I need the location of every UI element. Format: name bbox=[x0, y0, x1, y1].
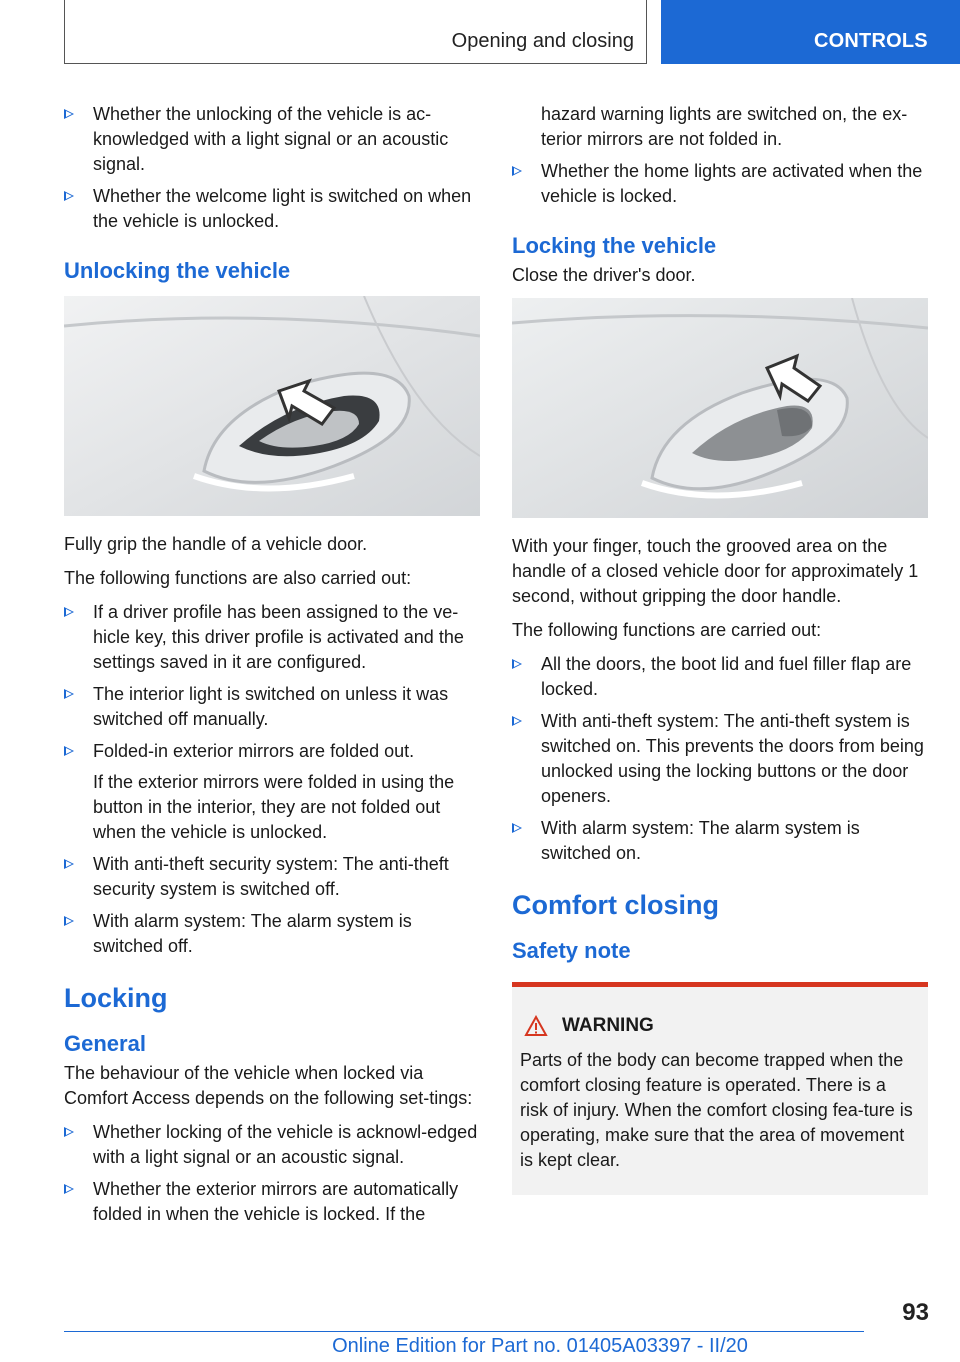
list-item: If a driver profile has been assigned to the ve-hicle key, this driver profile is activated and the settings saved in it are configured. bbox=[64, 600, 480, 675]
page-number: 93 bbox=[902, 1299, 929, 1326]
triangle-bullet-icon bbox=[512, 166, 522, 176]
triangle-bullet-icon bbox=[64, 607, 74, 617]
warning-text: Parts of the body can become trapped when the comfort closing feature is operated. There is a risk of injury. When the comfort closing fea-ture is operating, make sure that the area of movement is kept clear. bbox=[520, 1050, 913, 1170]
list-item: Whether the unlocking of the vehicle is ac-knowledged with a light signal or an acoustic signal. bbox=[64, 102, 480, 177]
list-item: With alarm system: The alarm system is switched on. bbox=[512, 816, 928, 866]
unlock-bullet-list bbox=[64, 600, 480, 959]
continued-bullet-text: hazard warning lights are switched on, the ex-terior mirrors are not folded in. bbox=[541, 104, 908, 149]
triangle-bullet-icon bbox=[64, 746, 74, 756]
section-title: Opening and closing bbox=[451, 30, 634, 52]
chapter-tab[interactable]: CONTROLS bbox=[661, 0, 960, 64]
list-item: Whether the home lights are activated when the vehicle is locked. bbox=[512, 159, 928, 209]
triangle-bullet-icon bbox=[64, 689, 74, 699]
footer-divider bbox=[64, 1331, 864, 1332]
list-item: With alarm system: The alarm system is switched off. bbox=[64, 909, 480, 959]
door-handle-unlock-illustration bbox=[64, 296, 480, 516]
lock-instruction: Close the driver's door. bbox=[512, 265, 696, 285]
list-item: Whether locking of the vehicle is acknowl-edged with a light signal or an acoustic signal. bbox=[64, 1120, 480, 1170]
intro-bullet-list bbox=[64, 102, 480, 234]
left-column bbox=[64, 102, 480, 1234]
triangle-bullet-icon bbox=[512, 823, 522, 833]
triangle-bullet-icon bbox=[64, 1127, 74, 1137]
unlock-functions-intro: The following functions are also carried out: bbox=[64, 568, 412, 588]
list-item: The interior light is switched on unless it was switched off manually. bbox=[64, 682, 480, 732]
triangle-bullet-icon bbox=[64, 1184, 74, 1194]
warning-triangle-icon bbox=[524, 1015, 548, 1037]
list-item: Whether the welcome light is switched on when the vehicle is unlocked. bbox=[64, 184, 480, 234]
lock-bullet-list bbox=[512, 652, 928, 866]
general-bullet-list bbox=[64, 1120, 480, 1227]
list-item: Folded-in exterior mirrors are folded out. If the exterior mirrors were folded in using the button in the interior, they are not folded out when the vehicle is unlocked. bbox=[64, 739, 480, 845]
list-item: With anti-theft security system: The anti-theft security system is switched off. bbox=[64, 852, 480, 902]
general-paragraph: The behaviour of the vehicle when locked via Comfort Access depends on the following set-tings: bbox=[64, 1063, 473, 1108]
warning-header bbox=[520, 1013, 918, 1038]
safety-note-heading: Safety note bbox=[512, 938, 631, 963]
list-item: Whether the exterior mirrors are automatically folded in when the vehicle is locked. If the bbox=[64, 1177, 480, 1227]
unlock-instruction: Fully grip the handle of a vehicle door. bbox=[64, 534, 368, 554]
triangle-bullet-icon bbox=[64, 191, 74, 201]
continued-bullet-list bbox=[512, 159, 928, 209]
footer-edition: Online Edition for Part no. 01405A03397 - II/20 bbox=[332, 1335, 748, 1357]
right-column bbox=[512, 102, 928, 1195]
lock-vehicle-heading: Locking the vehicle bbox=[512, 233, 717, 258]
mirror-note: If the exterior mirrors were folded in using the button in the interior, they are not folded out when the vehicle is unlocked. bbox=[93, 772, 455, 842]
triangle-bullet-icon bbox=[512, 716, 522, 726]
list-item: With anti-theft system: The anti-theft system is switched on. This prevents the doors from being unlocked using the locking buttons or the door openers. bbox=[512, 709, 928, 809]
triangle-bullet-icon bbox=[64, 109, 74, 119]
lock-functions-intro: The following functions are carried out: bbox=[512, 620, 822, 640]
door-handle-lock-illustration bbox=[512, 298, 928, 518]
triangle-bullet-icon bbox=[64, 916, 74, 926]
lock-touch-instruction: With your finger, touch the grooved area on the handle of a closed vehicle door for approximately 1 second, without gripping the door handle. bbox=[512, 536, 919, 606]
header-box bbox=[64, 0, 647, 64]
unlock-heading: Unlocking the vehicle bbox=[64, 258, 291, 283]
list-item: All the doors, the boot lid and fuel filler flap are locked. bbox=[512, 652, 928, 702]
general-heading: General bbox=[64, 1031, 146, 1056]
comfort-closing-heading: Comfort closing bbox=[512, 890, 719, 920]
warning-title: WARNING bbox=[562, 1015, 654, 1036]
warning-box bbox=[512, 982, 928, 1195]
triangle-bullet-icon bbox=[64, 859, 74, 869]
triangle-bullet-icon bbox=[512, 659, 522, 669]
locking-heading: Locking bbox=[64, 983, 168, 1013]
